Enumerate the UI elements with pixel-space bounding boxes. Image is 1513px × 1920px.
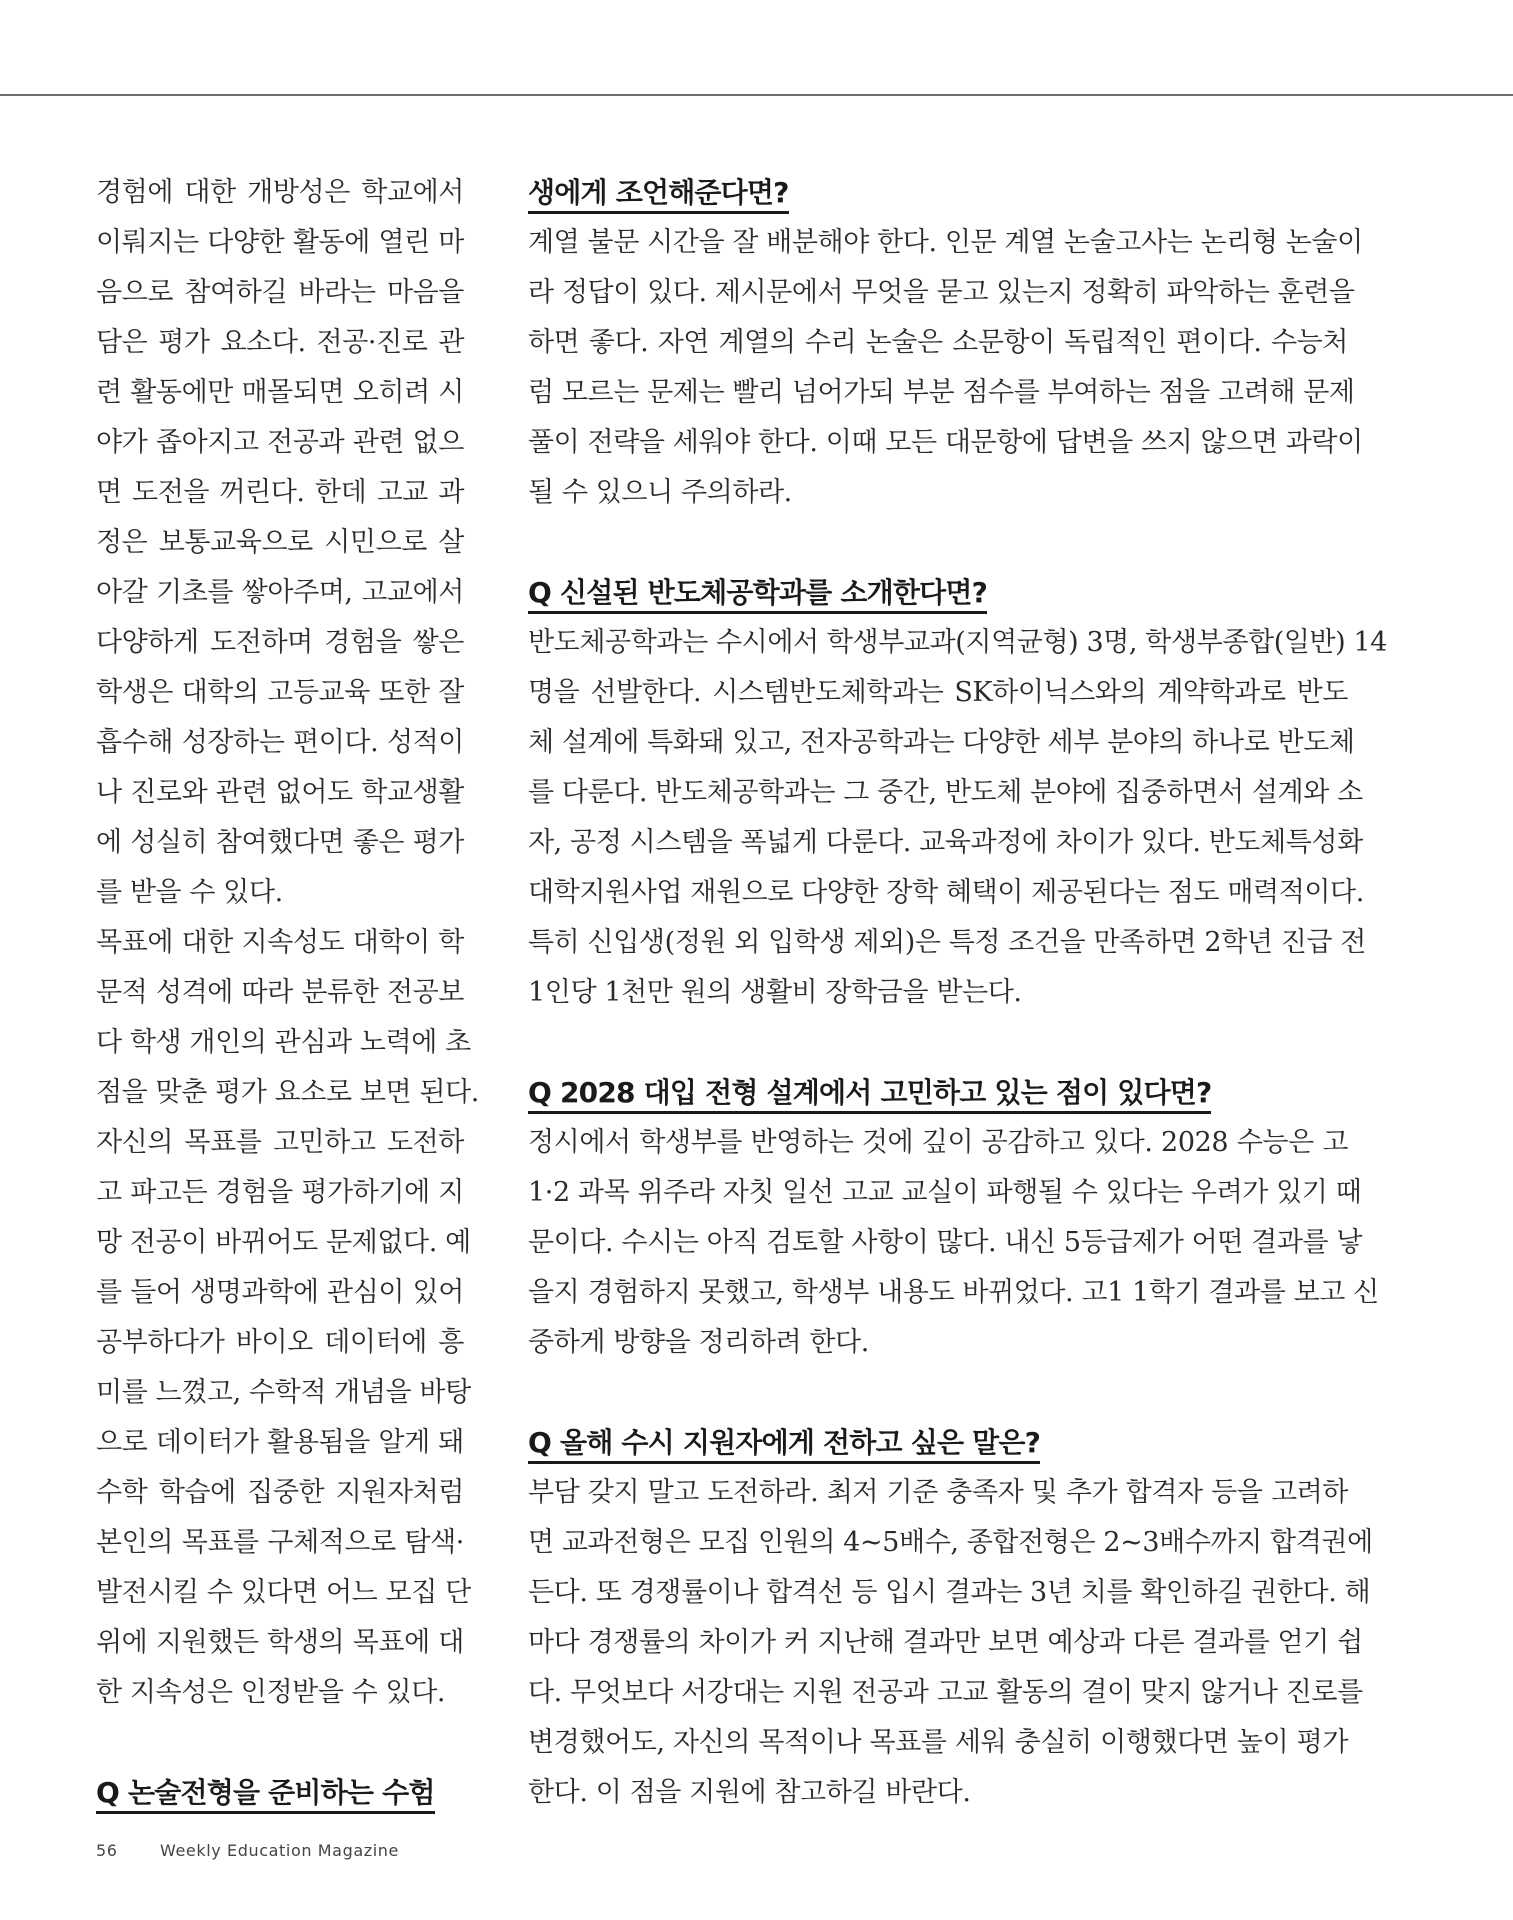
heading-text: 생에게 조언해준다면? xyxy=(528,176,789,214)
text-line: 하면 좋다. 자연 계열의 수리 논술은 소문항이 독립적인 편이다. 수능처 xyxy=(528,327,1348,358)
spacer xyxy=(528,1368,1348,1418)
text-line: 든다. 또 경쟁률이나 합격선 등 입시 결과는 3년 치를 확인하길 권한다. 해 xyxy=(528,1577,1371,1608)
text-line: 정은 보통교육으로 시민으로 살 xyxy=(96,527,464,558)
question-heading-essay xyxy=(96,1768,464,1818)
page-number: 56 xyxy=(96,1841,118,1860)
text-line: 를 들어 생명과학에 관심이 있어 xyxy=(96,1277,464,1308)
heading-text: Q 논술전형을 준비하는 수험 xyxy=(96,1776,435,1814)
text-line: 부담 갖지 말고 도전하라. 최저 기준 충족자 및 추가 합격자 등을 고려하 xyxy=(528,1477,1348,1508)
text-line: 계열 불문 시간을 잘 배분해야 한다. 인문 계열 논술고사는 논리형 논술이 xyxy=(528,227,1363,258)
text-line: 1인당 1천만 원의 생활비 장학금을 받는다. xyxy=(528,977,1022,1008)
answer-2 xyxy=(528,618,1388,1018)
top-divider xyxy=(0,94,1513,96)
text-line: 럼 모르는 문제는 빨리 넘어가되 부분 점수를 부여하는 점을 고려해 문제 xyxy=(528,377,1355,408)
spacer xyxy=(528,1018,1348,1068)
text-line: 변경했어도, 자신의 목적이나 목표를 세워 충실히 이행했다면 높이 평가 xyxy=(528,1727,1348,1758)
text-line: 흡수해 성장하는 편이다. 성적이 xyxy=(96,727,464,758)
text-line: 위에 지원했든 학생의 목표에 대 xyxy=(96,1627,464,1658)
text-line: 다 학생 개인의 관심과 노력에 초 xyxy=(96,1027,471,1058)
text-line: 마다 경쟁률의 차이가 커 지난해 결과만 보면 예상과 다른 결과를 얻기 쉽 xyxy=(528,1627,1363,1658)
text-line: 다. 무엇보다 서강대는 지원 전공과 고교 활동의 결이 맞지 않거나 진로를 xyxy=(528,1677,1363,1708)
answer-1 xyxy=(528,218,1363,518)
text-line: 면 도전을 꺼린다. 한데 고교 과 xyxy=(96,477,464,508)
text-line: 야가 좁아지고 전공과 관련 없으 xyxy=(96,427,464,458)
text-line: 될 수 있으니 주의하라. xyxy=(528,477,792,508)
text-line: 를 받을 수 있다. xyxy=(96,877,283,908)
answer-3 xyxy=(528,1118,1379,1368)
text-line: 나 진로와 관련 없어도 학교생활 xyxy=(96,777,464,808)
text-line: 를 다룬다. 반도체공학과는 그 중간, 반도체 분야에 집중하면서 설계와 소 xyxy=(528,777,1363,808)
left-paragraph-2 xyxy=(96,918,479,1718)
page-footer xyxy=(96,1841,399,1860)
text-line: 이뤄지는 다양한 활동에 열린 마 xyxy=(96,227,464,258)
text-line: 자신의 목표를 고민하고 도전하 xyxy=(96,1127,464,1158)
text-line: 라 정답이 있다. 제시문에서 무엇을 묻고 있는지 정확히 파악하는 훈련을 xyxy=(528,277,1355,308)
heading-text: Q 신설된 반도체공학과를 소개한다면? xyxy=(528,576,987,614)
text-line: 한다. 이 점을 지원에 참고하길 바란다. xyxy=(528,1777,971,1808)
text-line: 고 파고든 경험을 평가하기에 지 xyxy=(96,1177,464,1208)
question-heading-applicants xyxy=(528,1418,1348,1468)
text-line: 반도체공학과는 수시에서 학생부교과(지역균형) 3명, 학생부종합(일반) 14 xyxy=(528,627,1388,658)
text-line: 발전시킬 수 있다면 어느 모집 단 xyxy=(96,1577,471,1608)
publication-name: Weekly Education Magazine xyxy=(160,1841,399,1860)
question-heading-essay-continued xyxy=(528,168,1348,218)
spacer xyxy=(96,1718,464,1768)
left-column xyxy=(96,168,479,1818)
text-line: 체 설계에 특화돼 있고, 전자공학과는 다양한 세부 분야의 하나로 반도체 xyxy=(528,727,1355,758)
text-line: 1·2 과목 위주라 자칫 일선 고교 교실이 파행될 수 있다는 우려가 있기 때 xyxy=(528,1177,1362,1208)
text-line: 면 교과전형은 모집 인원의 4~5배수, 종합전형은 2~3배수까지 합격권에 xyxy=(528,1527,1373,1558)
text-line: 미를 느꼈고, 수학적 개념을 바탕 xyxy=(96,1377,471,1408)
text-line: 으로 데이터가 활용됨을 알게 돼 xyxy=(96,1427,464,1458)
text-line: 중하게 방향을 정리하려 한다. xyxy=(528,1327,869,1358)
text-line: 음으로 참여하길 바라는 마음을 xyxy=(96,277,464,308)
question-heading-2028-admission xyxy=(528,1068,1348,1118)
text-line: 문이다. 수시는 아직 검토할 사항이 많다. 내신 5등급제가 어떤 결과를 낳 xyxy=(528,1227,1363,1258)
text-line: 담은 평가 요소다. 전공·진로 관 xyxy=(96,327,464,358)
text-line: 정시에서 학생부를 반영하는 것에 깊이 공감하고 있다. 2028 수능은 고 xyxy=(528,1127,1348,1158)
text-line: 에 성실히 참여했다면 좋은 평가 xyxy=(96,827,464,858)
text-line: 문적 성격에 따라 분류한 전공보 xyxy=(96,977,464,1008)
heading-text: Q 올해 수시 지원자에게 전하고 싶은 말은? xyxy=(528,1426,1040,1464)
text-line: 특히 신입생(정원 외 입학생 제외)은 특정 조건을 만족하면 2학년 진급 전 xyxy=(528,927,1366,958)
text-line: 경험에 대한 개방성은 학교에서 xyxy=(96,177,464,208)
text-line: 점을 맞춘 평가 요소로 보면 된다. xyxy=(96,1077,479,1108)
text-line: 공부하다가 바이오 데이터에 흥 xyxy=(96,1327,464,1358)
text-line: 대학지원사업 재원으로 다양한 장학 혜택이 제공된다는 점도 매력적이다. xyxy=(528,877,1364,908)
heading-text: Q 2028 대입 전형 설계에서 고민하고 있는 점이 있다면? xyxy=(528,1076,1211,1114)
text-line: 명을 선발한다. 시스템반도체학과는 SK하이닉스와의 계약학과로 반도 xyxy=(528,677,1348,708)
text-line: 한 지속성은 인정받을 수 있다. xyxy=(96,1677,446,1708)
text-line: 련 활동에만 매몰되면 오히려 시 xyxy=(96,377,464,408)
left-paragraph-1 xyxy=(96,168,464,918)
text-line: 다양하게 도전하며 경험을 쌓은 xyxy=(96,627,464,658)
text-line: 아갈 기초를 쌓아주며, 고교에서 xyxy=(96,577,464,608)
text-line: 을지 경험하지 못했고, 학생부 내용도 바뀌었다. 고1 1학기 결과를 보고 신 xyxy=(528,1277,1379,1308)
text-line: 망 전공이 바뀌어도 문제없다. 예 xyxy=(96,1227,471,1258)
text-line: 학생은 대학의 고등교육 또한 잘 xyxy=(96,677,464,708)
text-line: 본인의 목표를 구체적으로 탐색· xyxy=(96,1527,464,1558)
text-line: 풀이 전략을 세워야 한다. 이때 모든 대문항에 답변을 쓰지 않으면 과락이 xyxy=(528,427,1363,458)
right-column xyxy=(528,168,1388,1818)
text-line: 자, 공정 시스템을 폭넓게 다룬다. 교육과정에 차이가 있다. 반도체특성화 xyxy=(528,827,1363,858)
question-heading-semiconductor xyxy=(528,568,1348,618)
text-line: 목표에 대한 지속성도 대학이 학 xyxy=(96,927,464,958)
answer-4 xyxy=(528,1468,1373,1818)
spacer xyxy=(528,518,1348,568)
text-line: 수학 학습에 집중한 지원자처럼 xyxy=(96,1477,464,1508)
